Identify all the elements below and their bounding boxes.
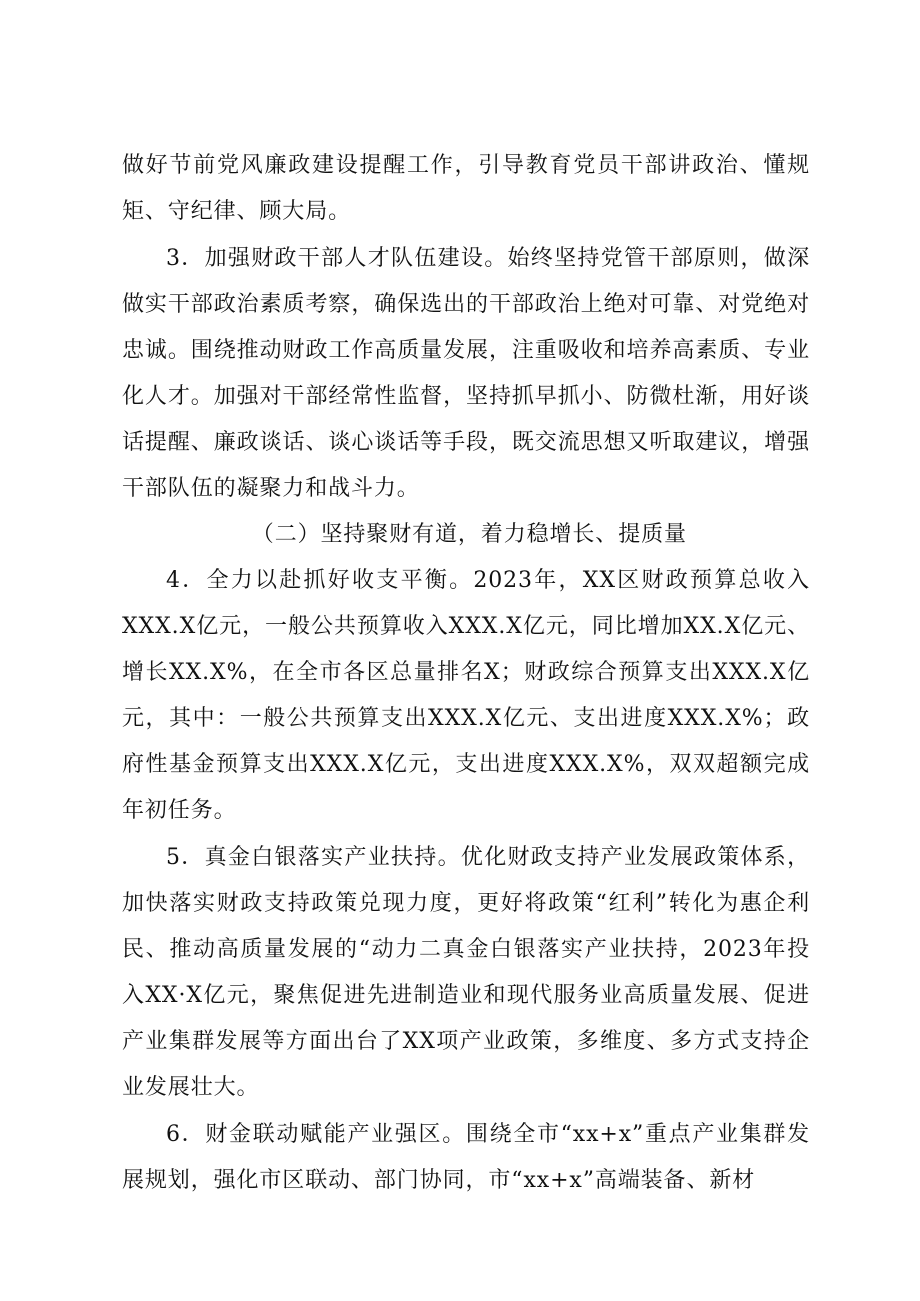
section-heading-2: （二）坚持聚财有道，着力稳增长、提质量: [251, 522, 687, 547]
paragraph-3-cadre-team: 3．加强财政干部人才队伍建设。始终坚持党管干部原则，做深做实干部政治素质考察，确保选出的干部政治上绝对可靠、对党绝对忠诚。围绕推动财政工作高质量发展，注重吸收和培养高素质、专业化人才。加强对干部经常性监督，坚持抓早抓小、防微杜渐，用好谈话提醒、廉政谈话、谈心谈话等手段，既交流思想又听取建议，增强干部队伍的凝聚力和战斗力。: [122, 246, 810, 501]
paragraph-5-industry-support: 5．真金白银落实产业扶持。优化财政支持产业发展政策体系，加快落实财政支持政策兑现力度，更好将政策“红利”转化为惠企利民、推动高质量发展的“动力二真金白银落实产业扶持，2023年投入XX·X亿元，聚焦促进先进制造业和现代服务业高质量发展、促进产业集群发展等方面出台了XX项产业政策，多维度、多方式支持企业发展壮大。: [122, 845, 810, 1100]
paragraph-6-finance-linkage: 6．财金联动赋能产业强区。围绕全市“xx+x”重点产业集群发展规划，强化市区联动、部门协同，市“xx+x”高端装备、新材: [122, 1122, 810, 1193]
paragraph-continued: 做好节前党风廉政建设提醒工作，引导教育党员干部讲政治、懂规矩、守纪律、顾大局。: [122, 153, 810, 224]
paragraph-4-revenue-balance: 4．全力以赴抓好收支平衡。2023年，XX区财政预算总收入XXX.X亿元，一般公共预算收入XXX.X亿元，同比增加XX.X亿元、增长XX.X%，在全市各区总量排名X；财政综合预算支出XXX.X亿元，其中：一般公共预算支出XXX.X亿元、支出进度XXX.X%；政府性基金预算支出XXX.X亿元，支出进度XXX.X%，双双超额完成年初任务。: [122, 568, 810, 823]
